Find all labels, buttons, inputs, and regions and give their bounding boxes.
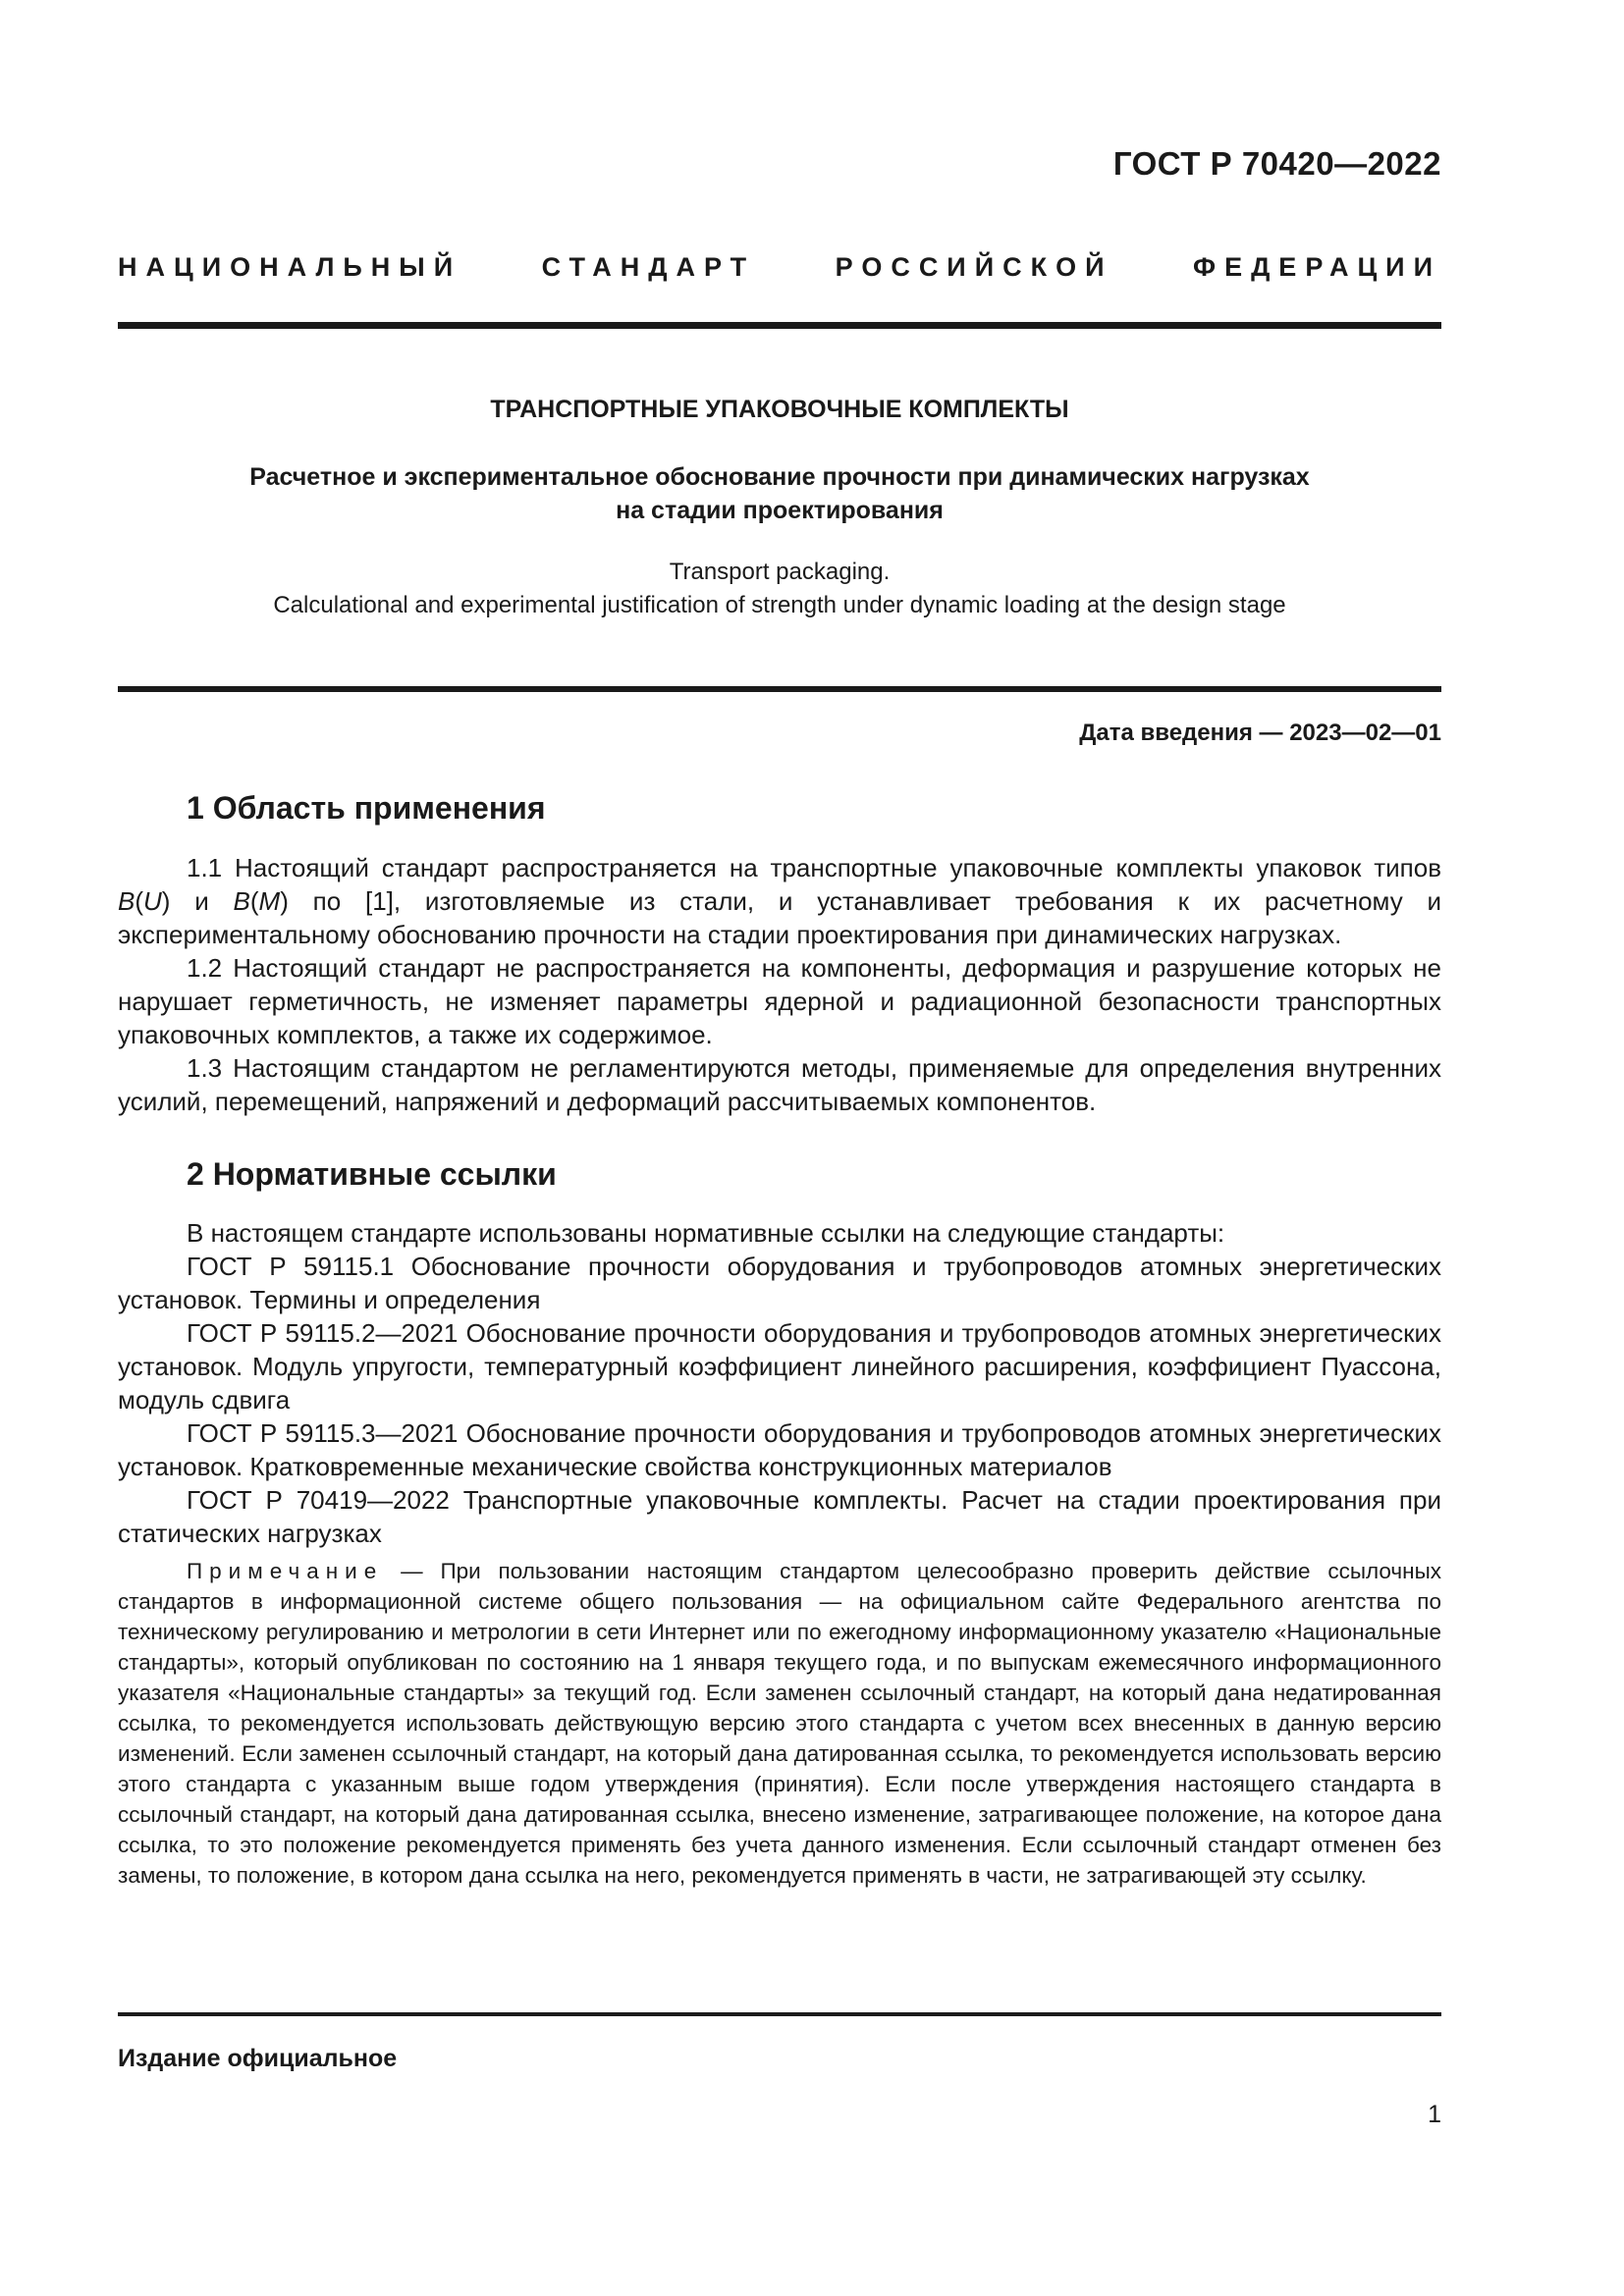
section-2-body	[118, 1216, 1441, 1550]
introduction-date: Дата введения — 2023—02—01	[1079, 720, 1441, 746]
header-rule-bottom	[118, 686, 1441, 692]
reference-item: ГОСТ Р 70419—2022 Транспортные упаковочные комплекты. Расчет на стадии проектирования при статических нагрузках	[118, 1485, 1441, 1548]
note-paragraph	[118, 1556, 1441, 1891]
paragraph-1-3: 1.3 Настоящим стандартом не регламентируются методы, применяемые для определения внутренних усилий, перемещений, напряжений и деформаций рассчитываемых компонентов.	[118, 1053, 1441, 1116]
document-number: ГОСТ Р 70420—2022	[1112, 145, 1441, 182]
footer-rule	[118, 2012, 1441, 2016]
paragraph-1-1	[118, 851, 1441, 951]
p1-paren-open-1: (	[135, 886, 144, 916]
p1-text-i: ) по [1], изготовляемые из стали, и устанавливает требования к их расчетному и экспериментальному обоснованию прочности на стадии проектирования при динамических нагрузках.	[118, 886, 1441, 949]
national-standard-banner: НАЦИОНАЛЬНЫЙ СТАНДАРТ РОССИЙСКОЙ ФЕДЕРАЦИИ	[118, 252, 1441, 282]
p1-text-e: ) и	[161, 886, 234, 916]
p1-italic-u: U	[143, 886, 162, 916]
page-number: 1	[1428, 2101, 1441, 2128]
note-label: Примечание	[187, 1559, 384, 1583]
p1-italic-b1: B	[118, 886, 135, 916]
section-1-body	[118, 851, 1441, 1118]
document-title: ТРАНСПОРТНЫЕ УПАКОВОЧНЫЕ КОМПЛЕКТЫ	[490, 396, 1069, 423]
header-rule-top	[118, 322, 1441, 329]
paragraph-1-2: 1.2 Настоящий стандарт не распространяется на компоненты, деформация и разрушение которых не нарушает герметичность, не изменяет параметры ядерной и радиационной безопасности транспортных упаковочных комплектов, а также их содержимое.	[118, 953, 1441, 1049]
subtitle-line-1: Расчетное и экспериментальное обоснование прочности при динамических нагрузках	[249, 463, 1310, 491]
note-block	[118, 1556, 1441, 1891]
english-title-line-2: Calculational and experimental justification of strength under dynamic loading at the design stage	[273, 592, 1286, 618]
english-title	[118, 556, 1441, 622]
section-2-heading: 2 Нормативные ссылки	[187, 1156, 557, 1192]
p1-paren-open-2: (	[249, 886, 259, 916]
edition-label: Издание официальное	[118, 2045, 398, 2072]
reference-item: ГОСТ Р 59115.1 Обоснование прочности оборудования и трубопроводов атомных энергетических установок. Термины и определения	[118, 1252, 1441, 1314]
p1-text-a: 1.1 Настоящий стандарт распространяется на транспортные упаковочные комплекты упаковок типов	[187, 853, 1441, 882]
reference-item: ГОСТ Р 59115.2—2021 Обоснование прочности оборудования и трубопроводов атомных энергетических установок. Модуль упругости, температурный коэффициент линейного расширения, коэффициент Пуассона, модуль сдвига	[118, 1318, 1441, 1415]
p1-italic-m: M	[258, 886, 281, 916]
english-title-line-1: Transport packaging.	[669, 559, 891, 585]
p1-italic-b2: B	[233, 886, 250, 916]
subtitle-line-2: на стадии проектирования	[616, 497, 944, 524]
reference-item: ГОСТ Р 59115.3—2021 Обоснование прочности оборудования и трубопроводов атомных энергетических установок. Кратковременные механические свойства конструкционных материалов	[118, 1418, 1441, 1481]
document-subtitle	[118, 460, 1441, 527]
references-intro: В настоящем стандарте использованы нормативные ссылки на следующие стандарты:	[187, 1218, 1225, 1248]
section-1-heading: 1 Область применения	[187, 790, 546, 826]
note-text: — При пользовании настоящим стандартом целесообразно проверить действие ссылочных стандартов в информационной системе общего пользования — на официальном сайте Федерального агентства по техническому регулированию и метрологии в сети Интернет или по ежегодному информационному указателю «Национальные стандарты», который опубликован по состоянию на 1 января текущего года, и по выпускам ежемесячного информационного указателя «Национальные стандарты» за текущий год. Если заменен ссылочный стандарт, на который дана недатированная ссылка, то рекомендуется использовать действующую версию этого стандарта с учетом всех внесенных в данную версию изменений. Если заменен ссылочный стандарт, на который дана датированная ссылка, то рекомендуется использовать версию этого стандарта с указанным выше годом утверждения (принятия). Если после утверждения настоящего стандарта в ссылочный стандарт, на который дана датированная ссылка, внесено изменение, затрагивающее положение, на которое дана ссылка, то это положение рекомендуется применять без учета данного изменения. Если ссылочный стандарт отменен без замены, то положение, в котором дана ссылка на него, рекомендуется применять в части, не затрагивающей эту ссылку.	[118, 1559, 1441, 1888]
